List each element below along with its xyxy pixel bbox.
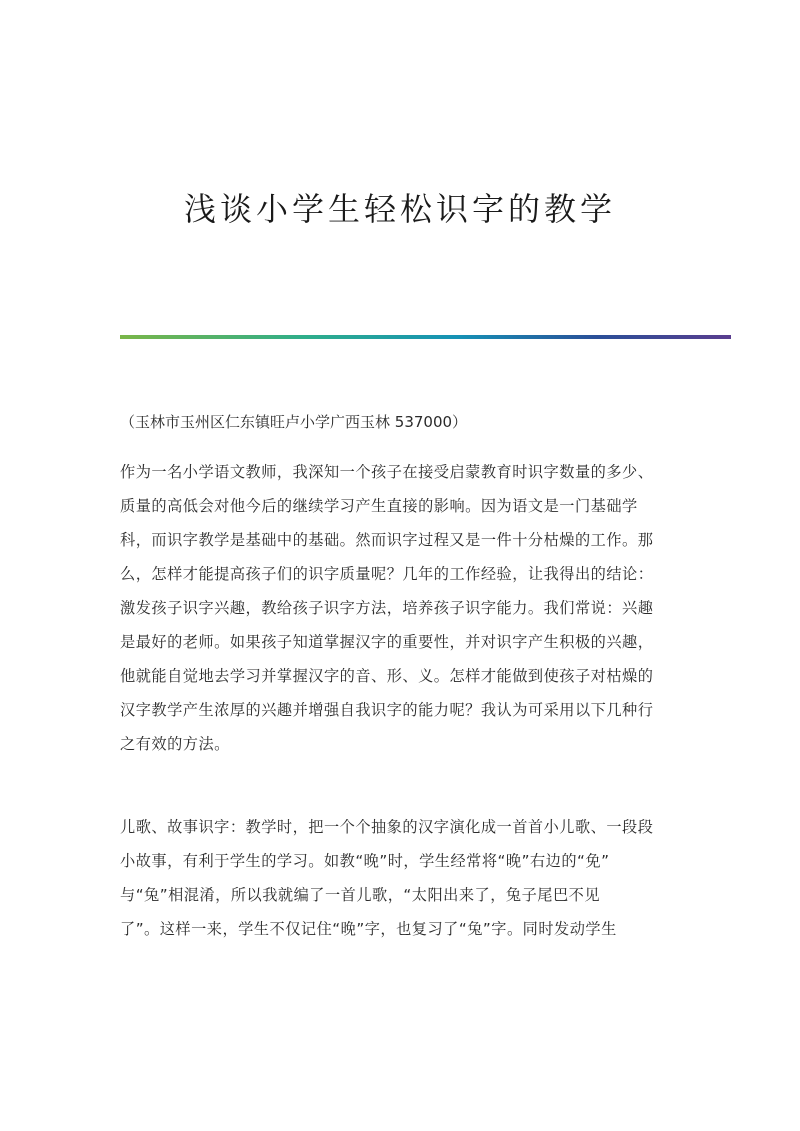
document-title: 浅谈小学生轻松识字的教学 [183,190,616,228]
author-affiliation: （玉林市玉州区仁东镇旺卢小学广西玉林 537000） [120,413,468,431]
paragraph-line: 了”。这样一来，学生不仅记住“晚”字，也复习了“兔”字。同时发动学生 [120,920,617,938]
paragraph-line: 质量的高低会对他今后的继续学习产生直接的影响。因为语文是一门基础学 [120,497,638,515]
paragraph-line: 儿歌、故事识字：教学时，把一个个抽象的汉字演化成一首首小儿歌、一段段 [120,818,654,836]
paragraph-line: 与“兔”相混淆，所以我就编了一首儿歌，“太阳出来了，兔子尾巴不见 [120,886,601,904]
paragraph-line: 激发孩子识字兴趣，教给孩子识字方法，培养孩子识字能力。我们常说：兴趣 [120,599,654,617]
paragraph-line: 科，而识字教学是基础中的基础。然而识字过程又是一件十分枯燥的工作。那 [120,531,654,549]
paragraph-line: 作为一名小学语文教师，我深知一个孩子在接受启蒙教育时识字数量的多少、 [120,463,654,481]
paragraph-rhymes-stories [120,815,680,951]
paragraph-line: 是最好的老师。如果孩子知道掌握汉字的重要性，并对识字产生积极的兴趣， [120,633,654,651]
paragraph-intro [120,460,680,766]
paragraph-line: 么，怎样才能提高孩子们的识字质量呢？几年的工作经验，让我得出的结论： [120,565,654,583]
paragraph-line: 汉字教学产生浓厚的兴趣并增强自我识字的能力呢？我认为可采用以下几种行 [120,701,654,719]
title-divider [120,335,731,339]
paragraph-line: 他就能自觉地去学习并掌握汉字的音、形、义。怎样才能做到使孩子对枯燥的 [120,667,654,685]
paragraph-line: 之有效的方法。 [120,735,230,753]
paragraph-line: 小故事，有利于学生的学习。如教“晚”时，学生经常将“晚”右边的“免” [120,852,610,870]
